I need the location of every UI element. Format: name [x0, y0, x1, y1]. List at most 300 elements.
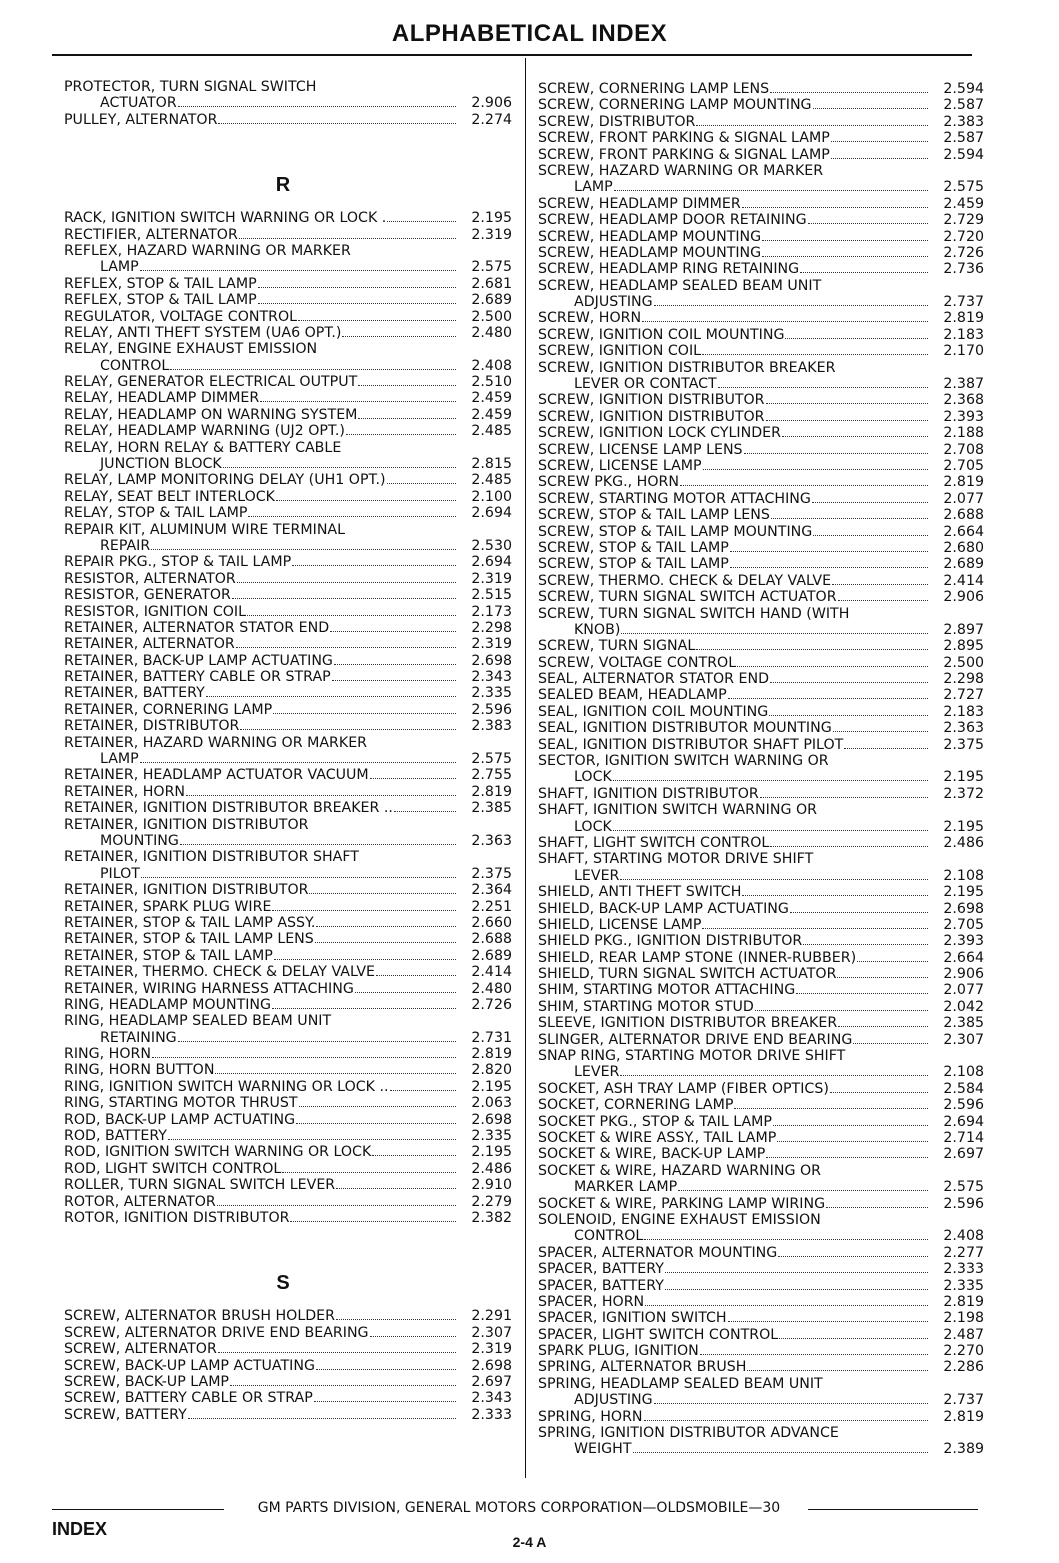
page-reference: 2.319 — [471, 1341, 512, 1358]
dot-leader — [766, 403, 928, 404]
dot-leader — [620, 1075, 928, 1076]
entry-text: REFLEX, STOP & TAIL LAMP — [64, 275, 257, 292]
entry-text: RETAINER, THERMO. CHECK & DELAY VALVE — [64, 964, 375, 981]
dot-leader — [700, 1354, 928, 1355]
entry-text: RECTIFIER, ALTERNATOR — [64, 226, 238, 243]
entry-text: RETAINING — [100, 1029, 177, 1046]
index-entry — [538, 458, 984, 474]
entry-text: SOCKET, CORNERING LAMP — [538, 1097, 734, 1114]
entry-text: SCREW, HORN — [538, 310, 642, 327]
index-entry — [64, 981, 512, 997]
page-reference: 2.688 — [471, 931, 512, 948]
index-entry — [64, 1144, 512, 1160]
entry-text: REPAIR PKG., STOP & TAIL LAMP — [64, 554, 292, 571]
entry-text: SPACER, HORN — [538, 1293, 645, 1310]
dot-leader — [665, 1272, 928, 1273]
index-entry — [538, 835, 984, 851]
page-reference: 2.335 — [943, 1277, 984, 1294]
dot-leader — [370, 1336, 456, 1337]
index-entry — [64, 735, 512, 768]
dot-leader — [218, 1352, 456, 1353]
entry-text: LAMP — [100, 751, 139, 768]
page-reference: 2.291 — [471, 1308, 512, 1325]
dot-leader — [140, 270, 456, 271]
page-reference: 2.063 — [471, 1095, 512, 1112]
dot-leader — [152, 1057, 456, 1058]
dot-leader — [315, 942, 456, 943]
index-entry — [538, 655, 984, 671]
entry-text: SHIM, STARTING MOTOR STUD — [538, 998, 754, 1015]
entry-text: RETAINER, SPARK PLUG WIRE — [64, 898, 272, 915]
section-letter-heading: S — [276, 1272, 290, 1295]
dot-leader — [151, 549, 456, 550]
entry-text: RELAY, ANTI THEFT SYSTEM (UA6 OPT.) — [64, 324, 342, 341]
page-reference: 2.183 — [943, 703, 984, 720]
dot-leader — [718, 387, 928, 388]
index-entry — [538, 589, 984, 605]
entry-text: SEALED BEAM, HEADLAMP — [538, 687, 727, 704]
index-entry — [538, 1146, 984, 1162]
entry-text: SCREW, HEADLAMP RING RETAINING — [538, 261, 800, 278]
page-reference: 2.383 — [943, 113, 984, 130]
index-entry — [538, 556, 984, 572]
entry-text: SCREW, BATTERY CABLE OR STRAP — [64, 1390, 313, 1407]
dot-leader — [744, 453, 928, 454]
page-reference: 2.694 — [943, 1113, 984, 1130]
dot-leader — [180, 844, 456, 845]
index-entry — [64, 964, 512, 980]
entry-text: RETAINER, IGNITION DISTRIBUTOR — [64, 882, 309, 899]
entry-text: PILOT — [100, 865, 140, 882]
index-entry — [538, 1359, 984, 1375]
entry-text: RING, HEADLAMP SEALED BEAM UNIT — [64, 1013, 332, 1030]
index-entry — [538, 147, 984, 163]
page-reference: 2.689 — [943, 556, 984, 573]
dot-leader — [654, 1403, 928, 1404]
entry-text: RETAINER, BATTERY — [64, 685, 205, 702]
page-reference: 2.587 — [943, 97, 984, 114]
entry-text: MOUNTING — [100, 833, 179, 849]
index-entry — [538, 884, 984, 900]
index-entry — [64, 1128, 512, 1144]
index-entry — [538, 720, 984, 736]
index-entry — [538, 917, 984, 933]
dot-leader — [218, 123, 456, 124]
dot-leader — [747, 1370, 928, 1371]
index-entry — [538, 97, 984, 113]
dot-leader — [785, 338, 928, 339]
entry-text: SCREW, TURN SIGNAL SWITCH ACTUATOR — [538, 589, 837, 606]
page-reference: 2.819 — [943, 1293, 984, 1310]
page-reference: 2.480 — [471, 324, 512, 341]
dot-leader — [620, 879, 928, 880]
dot-leader — [237, 582, 456, 583]
index-entry — [538, 245, 984, 261]
index-entry — [538, 507, 984, 523]
page-reference: 2.100 — [471, 488, 512, 505]
entry-text: SCREW, DISTRIBUTOR — [538, 113, 696, 130]
page-reference: 2.731 — [471, 1029, 512, 1046]
dot-leader — [833, 731, 928, 732]
index-entry — [64, 1062, 512, 1078]
dot-leader — [358, 418, 456, 419]
dot-leader — [272, 1008, 456, 1009]
page-reference: 2.173 — [471, 603, 512, 620]
index-entry — [538, 229, 984, 245]
dot-leader — [633, 1452, 928, 1453]
entry-text: SCREW, HEADLAMP DOOR RETAINING — [538, 212, 807, 229]
dot-leader — [771, 518, 928, 519]
entry-text: ROD, BACK-UP LAMP ACTUATING — [64, 1111, 296, 1128]
dot-leader — [223, 467, 456, 468]
index-entry — [538, 1163, 984, 1196]
page-reference: 2.042 — [943, 998, 984, 1015]
index-entry — [538, 409, 984, 425]
dot-leader — [230, 1385, 456, 1386]
page-reference: 2.274 — [471, 111, 512, 128]
index-entry — [538, 278, 984, 311]
index-entry — [64, 1358, 512, 1374]
page-reference: 2.383 — [471, 718, 512, 735]
dot-leader — [282, 1172, 456, 1173]
index-entry — [538, 1196, 984, 1212]
index-entry — [538, 933, 984, 949]
entry-text: RING, HORN — [64, 1046, 151, 1063]
dot-leader — [654, 305, 928, 306]
entry-text: SCREW, STOP & TAIL LAMP — [538, 556, 729, 573]
index-entry — [538, 1425, 984, 1458]
page-reference: 2.680 — [943, 539, 984, 556]
index-entry — [64, 817, 512, 850]
page-reference: 2.714 — [943, 1130, 984, 1146]
entry-text: SCREW, IGNITION DISTRIBUTOR — [538, 408, 765, 425]
index-entry — [538, 737, 984, 753]
page-reference: 2.720 — [943, 228, 984, 245]
index-entry — [538, 81, 984, 97]
entry-text: SCREW, FRONT PARKING & SIGNAL LAMP — [538, 146, 830, 163]
entry-text: REFLEX, HAZARD WARNING OR MARKER — [64, 242, 351, 259]
entry-text: SHAFT, STARTING MOTOR DRIVE SHIFT — [538, 851, 814, 868]
dot-leader — [760, 797, 928, 798]
entry-text: SHIELD, REAR LAMP STONE (INNER-RUBBER) — [538, 949, 857, 966]
dot-leader — [387, 483, 456, 484]
page-reference: 2.697 — [943, 1146, 984, 1163]
dot-leader — [770, 846, 928, 847]
page-reference: 2.485 — [471, 423, 512, 440]
index-entry — [538, 343, 984, 359]
dot-leader — [770, 92, 928, 93]
dot-leader — [217, 1205, 456, 1206]
index-entry — [64, 1308, 512, 1324]
dot-leader — [299, 1106, 456, 1107]
page-reference: 2.664 — [943, 949, 984, 966]
page-reference: 2.819 — [471, 1046, 512, 1063]
entry-text: REPAIR KIT, ALUMINUM WIRE TERMINAL — [64, 521, 346, 538]
dot-leader — [232, 598, 456, 599]
page-title: ALPHABETICAL INDEX — [391, 20, 668, 47]
entry-text: LAMP — [574, 179, 613, 196]
index-entry — [64, 472, 512, 488]
entry-text: ACTUATOR — [100, 95, 177, 112]
entry-text: RELAY, ENGINE EXHAUST EMISSION — [64, 341, 318, 358]
page-reference: 2.251 — [471, 898, 512, 915]
page-reference: 2.389 — [943, 1441, 984, 1458]
entry-text: SCREW, TURN SIGNAL — [538, 638, 696, 655]
index-entry — [538, 212, 984, 228]
entry-text: LEVER — [574, 867, 620, 884]
index-entry — [64, 669, 512, 685]
entry-text: CONTROL — [100, 357, 170, 374]
index-entry — [538, 1343, 984, 1359]
dot-leader — [832, 584, 928, 585]
blank-space — [64, 1226, 512, 1259]
index-entry — [64, 1374, 512, 1390]
index-entry — [64, 882, 512, 898]
entry-text: SCREW, STOP & TAIL LAMP — [538, 539, 729, 556]
entry-text: ADJUSTING — [574, 294, 653, 311]
page-reference: 2.195 — [943, 769, 984, 786]
dot-leader — [332, 680, 456, 681]
index-entry — [538, 1048, 984, 1081]
index-entry — [538, 360, 984, 393]
entry-text: KNOB) — [574, 621, 621, 638]
page-reference: 2.510 — [471, 374, 512, 391]
dot-leader — [614, 190, 928, 191]
page-reference: 2.688 — [943, 507, 984, 524]
index-entry — [64, 390, 512, 406]
entry-text: MARKER LAMP — [574, 1179, 678, 1196]
page-reference: 2.726 — [943, 244, 984, 261]
page-reference: 2.279 — [471, 1193, 512, 1210]
entry-text: SCREW, VOLTAGE CONTROL — [538, 654, 737, 671]
entry-text: RELAY, STOP & TAIL LAMP — [64, 505, 248, 522]
entry-text: RETAINER, BATTERY CABLE OR STRAP — [64, 669, 331, 686]
page-reference: 2.727 — [943, 687, 984, 704]
page-reference: 2.698 — [471, 652, 512, 669]
index-entry — [538, 1261, 984, 1277]
index-entry — [64, 718, 512, 734]
page-reference: 2.500 — [943, 654, 984, 671]
index-entry — [538, 901, 984, 917]
index-entry — [538, 1376, 984, 1409]
dot-leader — [240, 729, 456, 730]
page-reference: 2.372 — [943, 785, 984, 802]
index-entry — [64, 1046, 512, 1062]
index-entry — [538, 392, 984, 408]
entry-text: SCREW, LICENSE LAMP — [538, 457, 702, 474]
dot-leader — [272, 910, 456, 911]
entry-text: SCREW, STOP & TAIL LAMP MOUNTING — [538, 523, 813, 540]
index-entry — [538, 687, 984, 703]
footer-publisher: GM PARTS DIVISION, GENERAL MOTORS CORPORATION—OLDSMOBILE—30 — [257, 1500, 781, 1516]
page-reference: 2.530 — [471, 537, 512, 554]
entry-text: SHIELD, BACK-UP LAMP ACTUATING — [538, 900, 789, 917]
entry-text: SOLENOID, ENGINE EXHAUST EMISSION — [538, 1211, 821, 1228]
dot-leader — [773, 1125, 928, 1126]
dot-leader — [769, 715, 928, 716]
index-entry — [538, 851, 984, 884]
page-reference: 2.335 — [471, 685, 512, 702]
index-entry — [538, 1294, 984, 1310]
entry-text: ROD, IGNITION SWITCH WARNING OR LOCK — [64, 1144, 372, 1161]
page-reference: 2.393 — [943, 933, 984, 950]
dot-leader — [316, 1369, 456, 1370]
blank-space — [64, 128, 512, 161]
page-reference: 2.414 — [943, 572, 984, 589]
page-reference: 2.368 — [943, 392, 984, 409]
entry-text: SCREW, IGNITION LOCK CYLINDER — [538, 425, 781, 442]
dot-leader — [702, 354, 928, 355]
dot-leader — [336, 1319, 456, 1320]
entry-text: REPAIR — [100, 537, 151, 554]
entry-text: RING, IGNITION SWITCH WARNING OR LOCK .. — [64, 1078, 389, 1095]
dot-leader — [762, 256, 928, 257]
page-reference: 2.335 — [471, 1128, 512, 1145]
index-entry — [64, 505, 512, 521]
page-reference: 2.319 — [471, 636, 512, 653]
entry-text: SCREW, HEADLAMP DIMMER — [538, 195, 741, 212]
page-reference: 2.584 — [943, 1080, 984, 1097]
entry-text: SEAL, ALTERNATOR STATOR END — [538, 671, 770, 688]
entry-text: SCREW, CORNERING LAMP MOUNTING — [538, 97, 812, 114]
dot-leader — [728, 1321, 928, 1322]
entry-text: SOCKET & WIRE, BACK-UP LAMP — [538, 1146, 766, 1163]
dot-leader — [186, 795, 456, 796]
entry-text: RESISTOR, IGNITION COIL — [64, 603, 247, 620]
entry-text: SEAL, IGNITION DISTRIBUTOR MOUNTING — [538, 720, 832, 737]
entry-text: SCREW, CORNERING LAMP LENS — [538, 81, 770, 97]
page-reference: 2.906 — [471, 95, 512, 112]
dot-leader — [680, 485, 928, 486]
index-entry — [538, 491, 984, 507]
dot-leader — [372, 1155, 456, 1156]
dot-leader — [387, 221, 456, 222]
index-entry — [64, 931, 512, 947]
dot-leader — [703, 469, 928, 470]
entry-text: SCREW, HEADLAMP MOUNTING — [538, 228, 762, 245]
entry-text: SCREW, BATTERY — [64, 1406, 187, 1423]
index-entry — [64, 767, 512, 783]
page-reference: 2.515 — [471, 587, 512, 604]
entry-text: RETAINER, ALTERNATOR STATOR END — [64, 619, 330, 636]
dot-leader — [314, 1401, 456, 1402]
dot-leader — [837, 977, 928, 978]
dot-leader — [394, 811, 456, 812]
dot-leader — [665, 1289, 928, 1290]
page-reference: 2.195 — [471, 1144, 512, 1161]
index-entry — [538, 786, 984, 802]
dot-leader — [777, 1141, 928, 1142]
dot-leader — [274, 959, 456, 960]
dot-leader — [696, 649, 928, 650]
entry-text: RETAINER, IGNITION DISTRIBUTOR — [64, 816, 309, 833]
dot-leader — [346, 434, 456, 435]
entry-text: SCREW, STOP & TAIL LAMP LENS — [538, 507, 770, 524]
index-entry — [64, 849, 512, 882]
index-entry — [538, 1114, 984, 1130]
index-entry — [64, 1325, 512, 1341]
page-reference: 2.375 — [943, 736, 984, 753]
dot-leader — [613, 830, 928, 831]
page-reference: 2.459 — [471, 390, 512, 407]
page-reference: 2.698 — [471, 1111, 512, 1128]
entry-text: ROTOR, ALTERNATOR — [64, 1193, 216, 1210]
page-reference: 2.077 — [943, 490, 984, 507]
entry-text: JUNCTION BLOCK — [100, 456, 222, 473]
index-entry — [64, 112, 512, 128]
entry-text: SNAP RING, STARTING MOTOR DRIVE SHIFT — [538, 1048, 846, 1065]
dot-leader — [178, 106, 456, 107]
index-entry — [538, 573, 984, 589]
index-entry — [64, 653, 512, 669]
dot-leader — [358, 385, 456, 386]
index-entry — [538, 196, 984, 212]
index-entry — [64, 784, 512, 800]
page-reference: 2.108 — [943, 867, 984, 884]
entry-text: SHIELD PKG., IGNITION DISTRIBUTOR — [538, 933, 803, 950]
footer-rule-left — [52, 1509, 224, 1510]
dot-leader — [260, 401, 456, 402]
page-reference: 2.485 — [471, 472, 512, 489]
dot-leader — [390, 1090, 457, 1091]
page-reference: 2.819 — [943, 310, 984, 327]
dot-leader — [755, 1010, 928, 1011]
entry-text: RELAY, HEADLAMP ON WARNING SYSTEM — [64, 406, 358, 423]
page-reference: 2.705 — [943, 457, 984, 474]
entry-text: RETAINER, HEADLAMP ACTUATOR VACUUM — [64, 767, 369, 784]
dot-leader — [236, 647, 456, 648]
page-reference: 2.195 — [471, 1078, 512, 1095]
entry-text: SHIELD, ANTI THEFT SWITCH — [538, 884, 742, 901]
index-entry — [64, 341, 512, 374]
page-reference: 2.343 — [471, 669, 512, 686]
page-reference: 2.819 — [943, 474, 984, 491]
page-reference: 2.729 — [943, 212, 984, 229]
page-reference: 2.895 — [943, 638, 984, 655]
entry-text: REGULATOR, VOLTAGE CONTROL — [64, 308, 298, 325]
index-entry — [538, 1032, 984, 1048]
index-entry — [538, 982, 984, 998]
entry-text: SCREW, ALTERNATOR — [64, 1341, 217, 1358]
page-reference: 2.587 — [943, 130, 984, 147]
index-entry — [538, 704, 984, 720]
entry-text: ROD, BATTERY — [64, 1128, 167, 1145]
dot-leader — [766, 1157, 928, 1158]
page-reference: 2.387 — [943, 376, 984, 393]
index-entry — [64, 423, 512, 439]
page-reference: 2.333 — [943, 1261, 984, 1278]
page-reference: 2.486 — [471, 1160, 512, 1177]
page-reference: 2.694 — [471, 554, 512, 571]
dot-leader — [737, 666, 928, 667]
page-reference: 2.183 — [943, 326, 984, 343]
right-index-column — [538, 81, 984, 1458]
index-entry — [538, 310, 984, 326]
dot-leader — [188, 1418, 456, 1419]
index-entry — [64, 407, 512, 423]
page-reference: 2.385 — [471, 800, 512, 817]
dot-leader — [762, 240, 928, 241]
page-number: 2-4 A — [512, 1534, 547, 1550]
entry-text: SHAFT, IGNITION DISTRIBUTOR — [538, 785, 759, 802]
entry-text: SECTOR, IGNITION SWITCH WARNING OR — [538, 753, 829, 770]
footer-rule-right — [808, 1509, 978, 1510]
entry-text: RETAINER, STOP & TAIL LAMP — [64, 947, 273, 964]
index-entry — [64, 948, 512, 964]
dot-leader — [730, 567, 928, 568]
dot-leader — [355, 992, 456, 993]
entry-text: SCREW, LICENSE LAMP LENS — [538, 441, 743, 458]
